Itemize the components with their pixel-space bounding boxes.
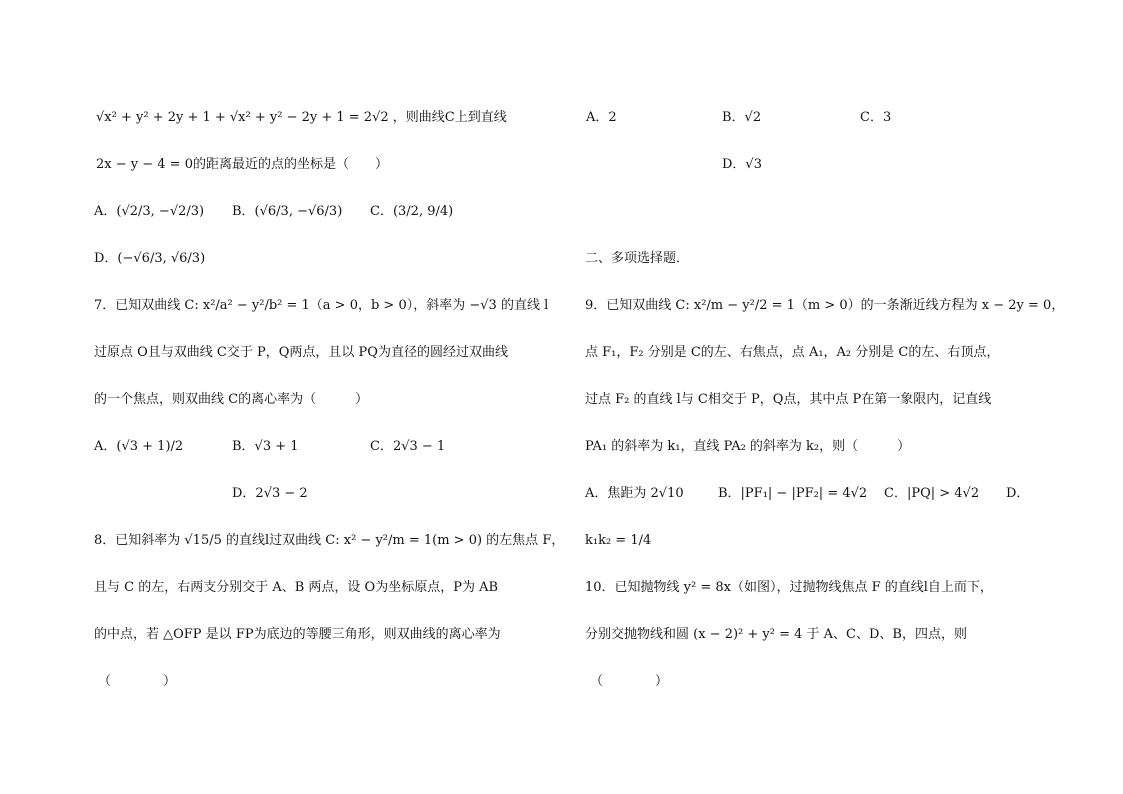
- q6-right-option-a: A．2: [586, 110, 617, 125]
- q9-option-a: A．焦距为 2√10: [585, 486, 684, 501]
- q6-text-line1: √x² + y² + 2y + 1 + √x² + y² − 2y + 1 = 2√2 ，则曲线C上到直线: [96, 110, 507, 125]
- section-heading-multiple-choice: 二、多项选择题．: [585, 251, 690, 266]
- q10-text-line2: 分别交抛物线和圆 (x − 2)² + y² = 4 于 A、C、D、B，四点，则: [585, 627, 967, 642]
- q7-option-b: B．√3 + 1: [232, 439, 299, 454]
- q9-option-c: C．|PQ| > 4√2: [884, 486, 980, 501]
- q10-answer-paren: （ ）: [590, 674, 669, 689]
- q9-option-b: B．|PF₁| − |PF₂| = 4√2: [718, 486, 868, 501]
- q6-option-a: A．(√2/3, −√2/3): [94, 204, 205, 219]
- q9-text-line1: 9．已知双曲线 C: x²/m − y²/2 = 1（m > 0）的一条渐近线方程为 x − 2y = 0，: [585, 298, 1065, 313]
- right-column: [560, 0, 1123, 794]
- q6-text-line2: 2x − y − 4 = 0的距离最近的点的坐标是（ ）: [96, 157, 388, 172]
- q6-option-d: D．(−√6/3, √6/3): [94, 251, 206, 266]
- q7-option-c: C．2√3 − 1: [370, 439, 446, 454]
- q6-option-b: B．(√6/3, −√6/3): [232, 204, 343, 219]
- q8-text-line3: 的中点，若 △OFP 是以 FP为底边的等腰三角形，则双曲线的离心率为: [94, 627, 501, 642]
- q9-text-line2: 点 F₁，F₂ 分别是 C的左、右焦点，点 A₁，A₂ 分别是 C的左、右顶点，: [585, 345, 1000, 360]
- q6-right-option-c: C．3: [860, 110, 892, 125]
- q7-text-line2: 过原点 O且与双曲线 C交于 P，Q两点，且以 PQ为直径的圆经过双曲线: [94, 345, 508, 360]
- q9-option-d-value: k₁k₂ = 1/4: [585, 533, 652, 548]
- q7-text-line3: 的一个焦点，则双曲线 C的离心率为（ ）: [94, 392, 369, 407]
- q8-text-line1: 8．已知斜率为 √15/5 的直线l过双曲线 C: x² − y²/m = 1(m > 0) 的左焦点 F，: [94, 533, 565, 548]
- q7-option-a: A．(√3 + 1)/2: [94, 439, 184, 454]
- q7-text-line1: 7．已知双曲线 C: x²/a² − y²/b² = 1（a > 0，b > 0），斜率为 −√3 的直线 l: [94, 298, 549, 313]
- q10-text-line1: 10．已知抛物线 y² = 8x（如图），过抛物线焦点 F 的直线l自上而下，: [585, 580, 993, 595]
- q6-right-option-d: D．√3: [722, 157, 762, 172]
- q8-text-line2: 且与 C 的左，右两支分别交于 A、B 两点，设 O为坐标原点，P为 AB: [94, 580, 499, 595]
- q6-right-option-b: B．√2: [722, 110, 762, 125]
- q9-text-line3: 过点 F₂ 的直线 l与 C相交于 P，Q点，其中点 P在第一象限内，记直线: [585, 392, 992, 407]
- q9-option-d-label: D．: [1006, 486, 1030, 501]
- q7-option-d: D．2√3 − 2: [232, 486, 308, 501]
- q9-text-line4: PA₁ 的斜率为 k₁，直线 PA₂ 的斜率为 k₂，则（ ）: [585, 439, 911, 454]
- q6-option-c: C．(3/2, 9/4): [370, 204, 454, 219]
- q8-answer-paren: （ ）: [98, 674, 177, 689]
